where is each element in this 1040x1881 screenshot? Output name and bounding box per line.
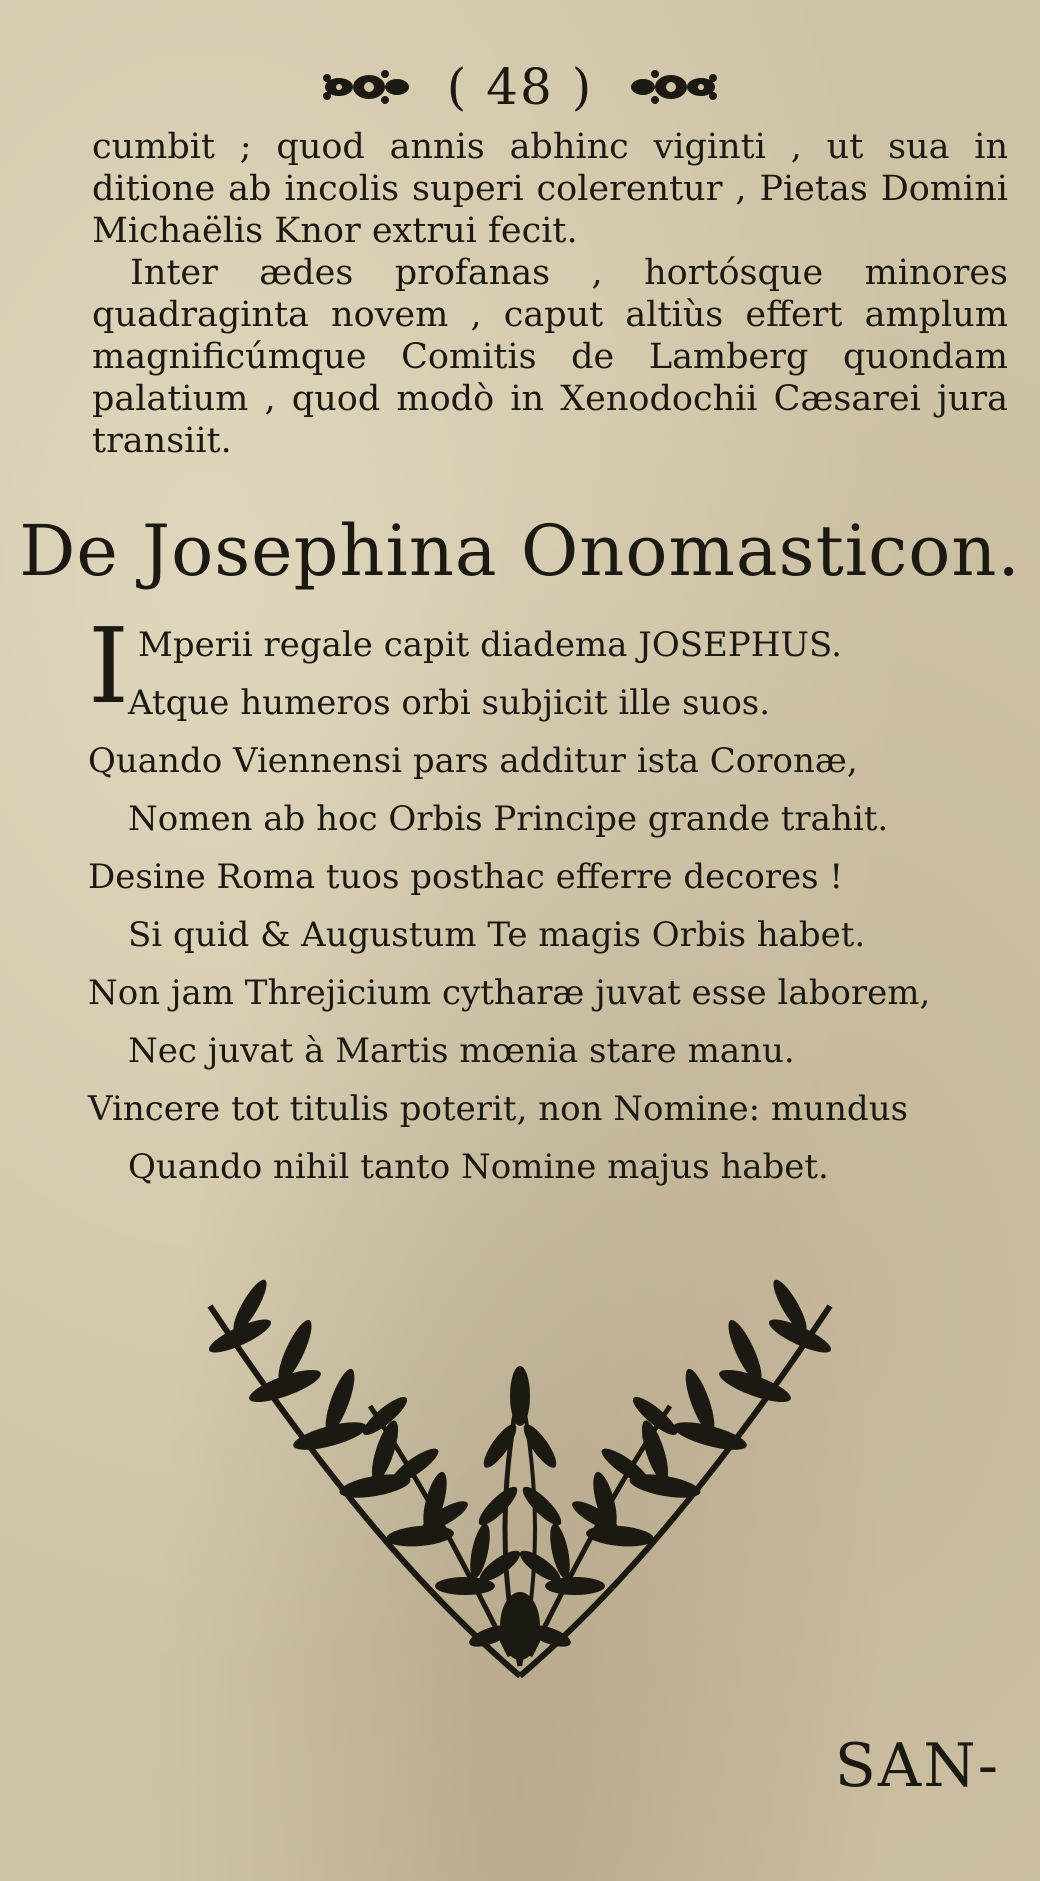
poem-line-text: Mperii regale capit diadema JOSEPHUS.	[138, 625, 842, 665]
running-header	[0, 48, 1040, 122]
fleuron-left-icon	[319, 68, 411, 106]
poem-line: Quando Viennensi pars additur ista Coronæ,	[88, 741, 858, 781]
poem-line: Vincere tot titulis poterit, non Nomine: mundus	[88, 1089, 909, 1129]
poem-line: Desine Roma tuos posthac efferre decores !	[88, 857, 844, 897]
poem-line: Atque humeros orbi subjicit ille suos.	[128, 683, 771, 723]
page-number: ( 48 )	[446, 58, 594, 116]
prose-paragraph: cumbit ; quod annis abhinc viginti , ut sua in ditione ab incolis superi colerentur , Pietas Domini Michaëlis Knor extrui fecit.	[92, 127, 1008, 251]
drop-cap: I	[88, 605, 130, 727]
poem-line: Si quid & Augustum Te magis Orbis habet.	[128, 915, 866, 955]
prose-paragraph: Inter ædes profanas , hortósque minores quadraginta novem , caput altiùs effert amplum magnificúmque Comitis de Lamberg quondam palatium , quod modò in Xenodochii Cæsarei jura transiit.	[92, 253, 1008, 461]
poem-line: Quando nihil tanto Nomine majus habet.	[128, 1147, 829, 1187]
catchword: SAN-	[834, 1731, 1000, 1801]
fleuron-right-icon	[629, 68, 721, 106]
section-title: De Josephina Onomasticon.	[19, 510, 1021, 592]
poem-line: Non jam Threjicium cytharæ juvat esse laborem,	[88, 973, 931, 1013]
poem-line: Nomen ab hoc Orbis Principe grande trahit.	[128, 799, 889, 839]
laurel-wreath-tailpiece-icon	[200, 1236, 840, 1716]
poem-line: Nec juvat à Martis mœnia stare manu.	[128, 1031, 795, 1071]
poem	[88, 605, 1018, 1196]
prose-block	[92, 126, 1008, 462]
